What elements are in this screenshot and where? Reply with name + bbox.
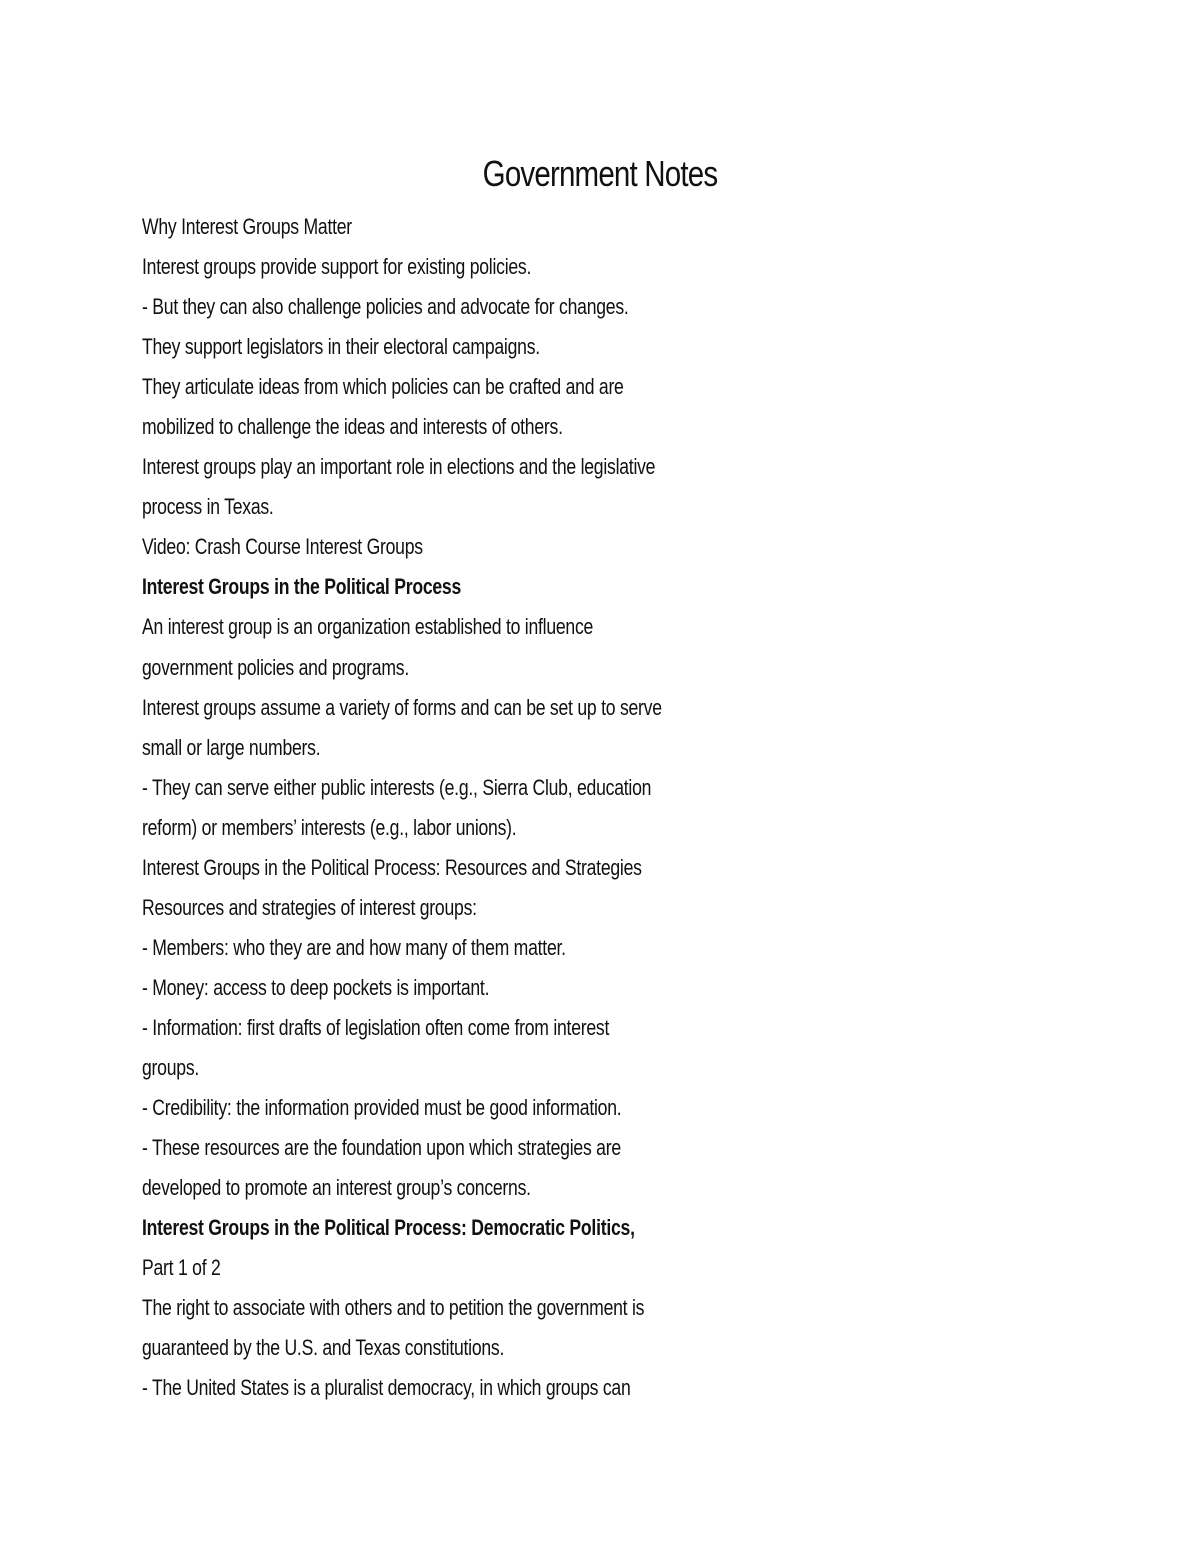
section-heading: Interest Groups in the Political Process <box>142 574 462 600</box>
text-line: Interest Groups in the Political Process: Resources and Strategies <box>142 854 642 880</box>
text-line: - The United States is a pluralist democracy, in which groups can <box>142 1375 631 1401</box>
text-line: - Members: who they are and how many of them matter. <box>142 934 566 960</box>
text-line: Interest groups play an important role in elections and the legislative <box>142 454 656 480</box>
text-line: government policies and programs. <box>142 654 409 680</box>
text-line: An interest group is an organization established to influence <box>142 614 594 640</box>
document-body <box>142 207 862 1408</box>
text-line: The right to associate with others and to petition the government is <box>142 1295 645 1321</box>
text-line: groups. <box>142 1054 200 1080</box>
text-line: mobilized to challenge the ideas and interests of others. <box>142 414 563 440</box>
text-line: - They can serve either public interests (e.g., Sierra Club, education <box>142 774 652 800</box>
text-line: They articulate ideas from which policies can be crafted and are <box>142 374 624 400</box>
text-line: - But they can also challenge policies and advocate for changes. <box>142 294 629 320</box>
text-line: Part 1 of 2 <box>142 1255 221 1281</box>
text-line: Video: Crash Course Interest Groups <box>142 534 423 560</box>
text-line: Resources and strategies of interest groups: <box>142 894 477 920</box>
text-line: Why Interest Groups Matter <box>142 214 352 239</box>
text-line: developed to promote an interest group’s concerns. <box>142 1175 531 1201</box>
document-title: Government Notes <box>482 153 718 194</box>
text-line: Interest groups assume a variety of forms and can be set up to serve <box>142 694 662 720</box>
section-heading: Interest Groups in the Political Process: Democratic Politics, <box>142 1215 635 1241</box>
text-line: Interest groups provide support for existing policies. <box>142 254 532 280</box>
text-line: reform) or members’ interests (e.g., labor unions). <box>142 814 517 840</box>
text-line: small or large numbers. <box>142 734 321 760</box>
text-line: - These resources are the foundation upon which strategies are <box>142 1135 621 1161</box>
text-line: - Money: access to deep pockets is important. <box>142 974 490 1000</box>
text-line: process in Texas. <box>142 494 274 520</box>
text-line: guaranteed by the U.S. and Texas constitutions. <box>142 1335 505 1361</box>
text-line: - Credibility: the information provided must be good information. <box>142 1095 622 1121</box>
text-line: They support legislators in their electoral campaigns. <box>142 334 540 360</box>
text-line: - Information: first drafts of legislation often come from interest <box>142 1014 610 1040</box>
